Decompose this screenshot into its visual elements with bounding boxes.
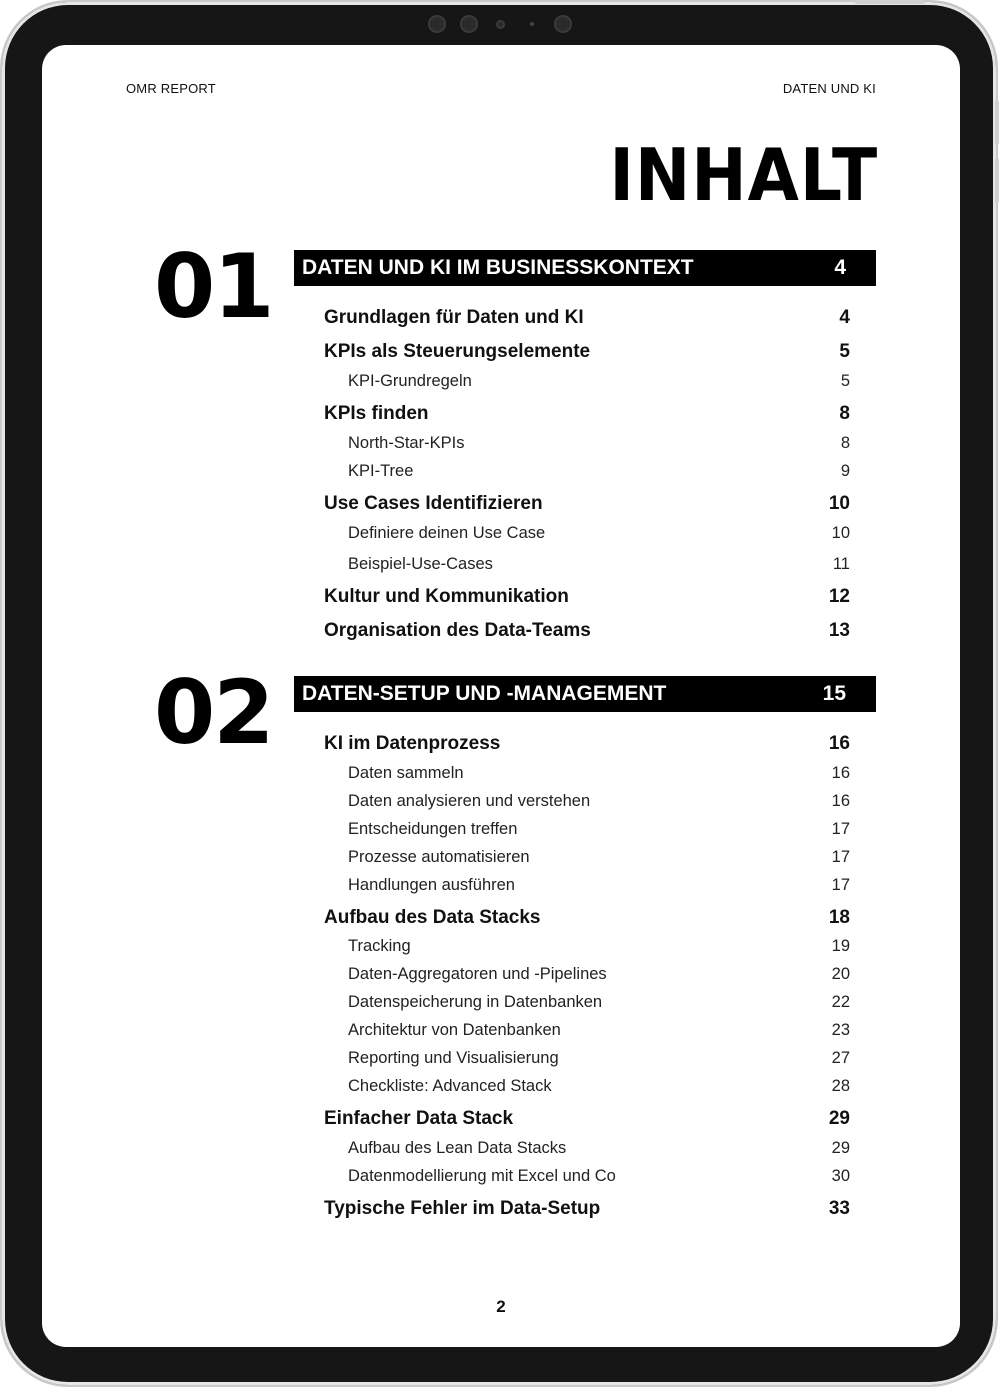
toc-subentry-page: 17	[831, 876, 850, 894]
toc-entry-title: Kultur und Kommunikation	[324, 586, 569, 607]
toc-subentry-page: 11	[832, 555, 850, 573]
toc-entry-page: 4	[839, 307, 850, 328]
toc-entry-title: KI im Datenprozess	[324, 733, 501, 754]
toc-entry-page: 5	[839, 341, 850, 362]
toc-subentry-title: Daten-Aggregatoren und -Pipelines	[348, 965, 607, 983]
toc-subentry-page: 22	[831, 993, 850, 1011]
toc-entry-title: KPIs finden	[324, 403, 429, 424]
section-heading-bar[interactable]	[294, 676, 876, 712]
toc-subentry-title: KPI-Grundregeln	[348, 372, 472, 390]
toc-entry-title: Organisation des Data-Teams	[324, 620, 591, 641]
toc-subentry-title: Datenspeicherung in Datenbanken	[348, 993, 603, 1011]
camera-lens-icon	[460, 15, 478, 33]
toc-entry-page: 29	[828, 1108, 850, 1129]
section-number: 02	[154, 661, 273, 764]
toc-subentry-title: Definiere deinen Use Case	[348, 524, 546, 542]
toc-entry-page: 12	[828, 586, 850, 607]
running-header-left: OMR REPORT	[126, 81, 216, 96]
tablet-frame	[2, 2, 996, 1385]
toc-subentry-title: Daten sammeln	[348, 764, 464, 782]
toc-subentry-title: Aufbau des Lean Data Stacks	[348, 1139, 567, 1157]
toc-entry-page: 10	[828, 493, 850, 514]
toc-subentry-title: KPI-Tree	[348, 462, 414, 480]
toc-subentry-title: Architektur von Datenbanken	[348, 1021, 561, 1039]
toc-subentry-page: 9	[840, 462, 850, 480]
toc-entry-page: 13	[828, 620, 850, 641]
toc-entry-page: 33	[828, 1198, 850, 1219]
toc-subentry-page: 5	[840, 372, 850, 390]
section-heading: DATEN-SETUP UND -MANAGEMENT	[302, 682, 667, 705]
toc-entry-title: KPIs als Steuerungselemente	[324, 341, 591, 362]
toc-subentry-page: 17	[831, 848, 850, 866]
running-header-right: DATEN UND KI	[782, 81, 876, 96]
section-heading-bar[interactable]	[294, 250, 876, 286]
section-number: 01	[154, 235, 273, 338]
toc-subentry-title: Handlungen ausführen	[348, 876, 515, 894]
toc-entry-page: 8	[839, 403, 850, 424]
toc-entry-page: 18	[828, 907, 850, 928]
toc-subentry-title: Tracking	[348, 937, 411, 955]
toc-subentry-page: 27	[831, 1049, 850, 1067]
toc-subentry-title: Entscheidungen treffen	[348, 820, 518, 838]
toc-entry-title: Aufbau des Data Stacks	[324, 907, 541, 928]
toc-subentry-page: 10	[831, 524, 850, 542]
toc-entry-title: Einfacher Data Stack	[324, 1108, 514, 1129]
power-button	[855, 0, 925, 4]
toc-subentry-page: 20	[831, 965, 850, 983]
toc-subentry-title: Prozesse automatisieren	[348, 848, 530, 866]
toc-subentry-title: North-Star-KPIs	[348, 434, 465, 452]
volume-up-button	[995, 100, 999, 145]
toc-subentry-page: 23	[831, 1021, 850, 1039]
toc-subentry-title: Checkliste: Advanced Stack	[348, 1077, 552, 1095]
page-number: 2	[496, 1297, 506, 1316]
page-title: INHALT	[609, 133, 878, 217]
toc-entry-page: 16	[828, 733, 850, 754]
camera-lens-icon	[428, 15, 446, 33]
microphone-icon	[530, 22, 534, 26]
toc-entry-title: Use Cases Identifizieren	[324, 493, 543, 514]
toc-subentry-page: 16	[831, 764, 850, 782]
section-page: 15	[822, 682, 846, 705]
toc-subentry-page: 28	[831, 1077, 850, 1095]
toc-subentry-title: Reporting und Visualisierung	[348, 1049, 559, 1067]
volume-down-button	[995, 158, 999, 203]
section-page: 4	[834, 256, 846, 279]
toc-subentry-page: 19	[831, 937, 850, 955]
sensor-icon	[496, 20, 505, 29]
toc-subentry-title: Beispiel-Use-Cases	[348, 555, 493, 573]
section-heading: DATEN UND KI IM BUSINESSKONTEXT	[302, 256, 694, 279]
toc-subentry-page: 8	[840, 434, 850, 452]
toc-subentry-title: Datenmodellierung mit Excel und Co	[348, 1167, 616, 1185]
toc-subentry-page: 29	[831, 1139, 850, 1157]
toc-subentry-title: Daten analysieren und verstehen	[348, 792, 591, 810]
camera-array	[422, 14, 582, 34]
document-page	[42, 45, 960, 1347]
camera-lens-icon	[554, 15, 572, 33]
toc-subentry-page: 30	[831, 1167, 850, 1185]
toc-entry-title: Typische Fehler im Data-Setup	[324, 1198, 601, 1219]
toc-subentry-page: 17	[831, 820, 850, 838]
toc-entry-title: Grundlagen für Daten und KI	[324, 307, 584, 328]
toc-subentry-page: 16	[831, 792, 850, 810]
